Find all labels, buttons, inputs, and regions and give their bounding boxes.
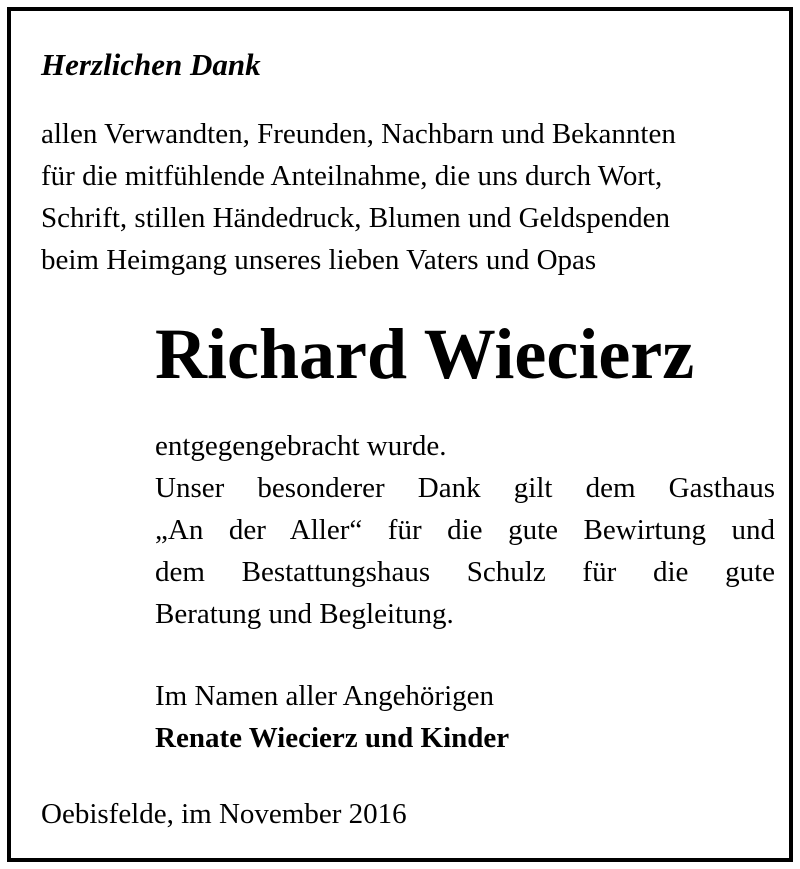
signature-block [155, 675, 509, 759]
intro-text [41, 113, 781, 281]
thanks-line: „An der Aller“ für die gute Bewirtung und [155, 514, 775, 546]
intro-line: Schrift, stillen Händedruck, Blumen und Geldspenden [41, 202, 671, 234]
signature-names: Renate Wiecierz und Kinder [155, 722, 510, 754]
thanks-text [155, 425, 775, 635]
thanks-line: dem Bestattungshaus Schulz für die gute [155, 556, 775, 588]
thanks-line: Beratung und Begleitung. [155, 598, 454, 630]
signature-intro: Im Namen aller Angehörigen [155, 680, 495, 712]
heading: Herzlichen Dank [41, 47, 261, 82]
intro-line: allen Verwandten, Freunden, Nachbarn und Bekannten [41, 118, 676, 150]
obituary-notice-frame [7, 7, 793, 862]
deceased-name: Richard Wiecierz [155, 314, 695, 394]
place-date: Oebisfelde, im November 2016 [41, 798, 407, 830]
thanks-line: entgegengebracht wurde. [155, 430, 447, 462]
intro-line: beim Heimgang unseres lieben Vaters und Opas [41, 244, 597, 276]
thanks-line: Unser besonderer Dank gilt dem Gasthaus [155, 472, 775, 504]
intro-line: für die mitfühlende Anteilnahme, die uns durch Wort, [41, 160, 663, 192]
